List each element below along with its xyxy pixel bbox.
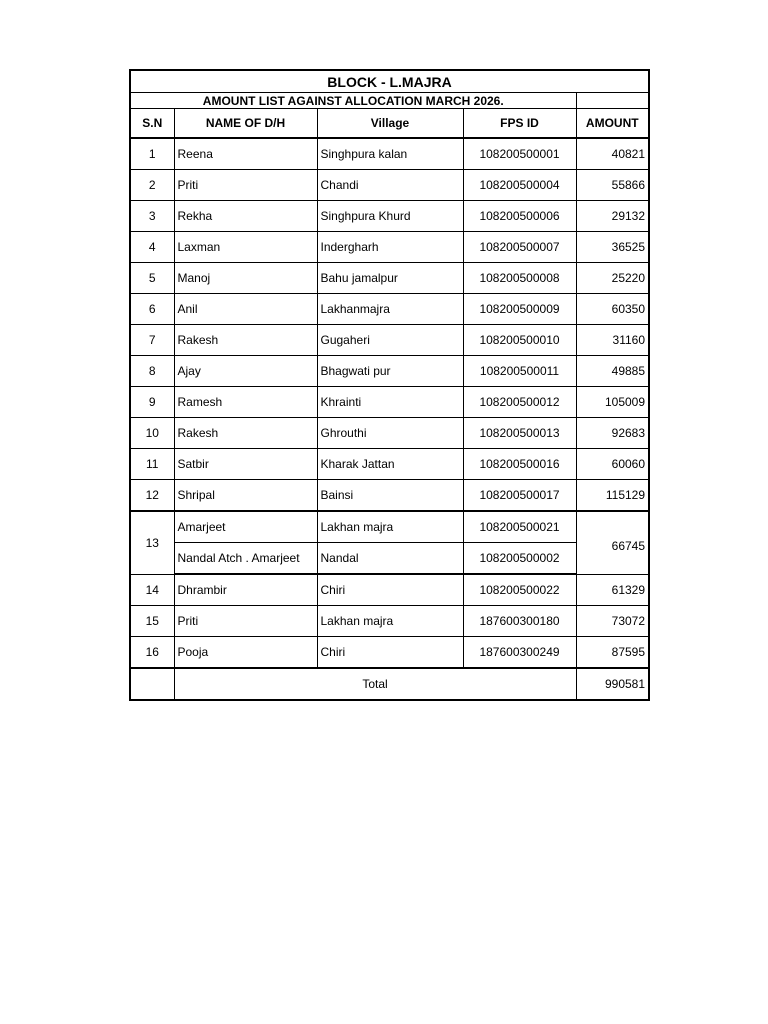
name-cell: Reena	[174, 138, 317, 170]
table-row	[130, 263, 649, 294]
fps-id-cell: 108200500011	[463, 356, 576, 387]
name-cell: Ramesh	[174, 387, 317, 418]
amount-cell: 92683	[576, 418, 649, 449]
name-cell: Rakesh	[174, 325, 317, 356]
total-row	[130, 668, 649, 700]
fps-id-cell: 108200500021	[463, 511, 576, 543]
subtitle-blank-cell	[576, 93, 649, 109]
fps-id-cell: 108200500010	[463, 325, 576, 356]
table-row	[130, 574, 649, 606]
village-cell: Lakhan majra	[317, 511, 463, 543]
table-row	[130, 201, 649, 232]
total-label: Total	[174, 668, 576, 700]
table-row	[130, 232, 649, 263]
sn-cell: 1	[130, 138, 174, 170]
amount-cell: 60350	[576, 294, 649, 325]
amount-cell: 40821	[576, 138, 649, 170]
table-row	[130, 294, 649, 325]
fps-id-cell: 108200500022	[463, 574, 576, 606]
sn-cell: 10	[130, 418, 174, 449]
name-cell: Dhrambir	[174, 574, 317, 606]
name-cell: Pooja	[174, 637, 317, 669]
village-cell: Singhpura Khurd	[317, 201, 463, 232]
name-cell: Rakesh	[174, 418, 317, 449]
sn-cell: 5	[130, 263, 174, 294]
village-cell: Chiri	[317, 574, 463, 606]
sn-cell: 14	[130, 574, 174, 606]
village-cell: Bahu jamalpur	[317, 263, 463, 294]
fps-id-cell: 108200500002	[463, 543, 576, 575]
name-cell: Priti	[174, 170, 317, 201]
sn-cell: 8	[130, 356, 174, 387]
village-cell: Bhagwati pur	[317, 356, 463, 387]
name-cell: Priti	[174, 606, 317, 637]
block-title: BLOCK - L.MAJRA	[130, 70, 649, 93]
title-row	[130, 70, 649, 93]
amount-cell: 36525	[576, 232, 649, 263]
sn-cell: 9	[130, 387, 174, 418]
table-row	[130, 480, 649, 512]
fps-id-cell: 108200500017	[463, 480, 576, 512]
allocation-sheet	[129, 69, 648, 701]
fps-id-cell: 108200500001	[463, 138, 576, 170]
sn-cell: 2	[130, 170, 174, 201]
amount-cell: 55866	[576, 170, 649, 201]
name-cell: Rekha	[174, 201, 317, 232]
village-cell: Khrainti	[317, 387, 463, 418]
sn-cell: 3	[130, 201, 174, 232]
allocation-table	[129, 69, 650, 701]
fps-id-cell: 108200500012	[463, 387, 576, 418]
fps-id-cell: 108200500007	[463, 232, 576, 263]
fps-id-cell: 187600300249	[463, 637, 576, 669]
header-row	[130, 109, 649, 139]
header-fps-id: FPS ID	[463, 109, 576, 139]
header-sn: S.N	[130, 109, 174, 139]
village-cell: Lakhanmajra	[317, 294, 463, 325]
name-cell: Shripal	[174, 480, 317, 512]
name-cell: Satbir	[174, 449, 317, 480]
village-cell: Nandal	[317, 543, 463, 575]
name-cell: Anil	[174, 294, 317, 325]
table-row-grouped	[130, 543, 649, 575]
fps-id-cell: 187600300180	[463, 606, 576, 637]
sn-cell: 12	[130, 480, 174, 512]
amount-cell: 29132	[576, 201, 649, 232]
fps-id-cell: 108200500008	[463, 263, 576, 294]
table-row	[130, 170, 649, 201]
table-row	[130, 138, 649, 170]
table-row	[130, 418, 649, 449]
village-cell: Lakhan majra	[317, 606, 463, 637]
amount-cell: 105009	[576, 387, 649, 418]
amount-cell: 49885	[576, 356, 649, 387]
table-row	[130, 449, 649, 480]
village-cell: Gugaheri	[317, 325, 463, 356]
amount-cell: 31160	[576, 325, 649, 356]
header-amount: AMOUNT	[576, 109, 649, 139]
table-row	[130, 387, 649, 418]
table-row-grouped	[130, 511, 649, 543]
sn-cell: 13	[130, 511, 174, 574]
table-row	[130, 325, 649, 356]
header-village: Village	[317, 109, 463, 139]
total-amount: 990581	[576, 668, 649, 700]
name-cell: Manoj	[174, 263, 317, 294]
table-row	[130, 606, 649, 637]
village-cell: Kharak Jattan	[317, 449, 463, 480]
amount-cell: 115129	[576, 480, 649, 512]
amount-cell: 87595	[576, 637, 649, 669]
village-cell: Ghrouthi	[317, 418, 463, 449]
fps-id-cell: 108200500013	[463, 418, 576, 449]
fps-id-cell: 108200500016	[463, 449, 576, 480]
sn-cell: 11	[130, 449, 174, 480]
amount-cell: 25220	[576, 263, 649, 294]
village-cell: Indergharh	[317, 232, 463, 263]
name-cell: Amarjeet	[174, 511, 317, 543]
sn-cell: 16	[130, 637, 174, 669]
amount-cell: 66745	[576, 511, 649, 574]
amount-cell: 73072	[576, 606, 649, 637]
amount-cell: 60060	[576, 449, 649, 480]
amount-cell: 61329	[576, 574, 649, 606]
village-cell: Chiri	[317, 637, 463, 669]
subtitle-row	[130, 93, 649, 109]
list-subtitle: AMOUNT LIST AGAINST ALLOCATION MARCH 2026.	[130, 93, 576, 109]
header-name: NAME OF D/H	[174, 109, 317, 139]
name-cell: Nandal Atch . Amarjeet	[174, 543, 317, 575]
total-blank-cell	[130, 668, 174, 700]
fps-id-cell: 108200500004	[463, 170, 576, 201]
fps-id-cell: 108200500009	[463, 294, 576, 325]
name-cell: Ajay	[174, 356, 317, 387]
name-cell: Laxman	[174, 232, 317, 263]
table-row	[130, 356, 649, 387]
sn-cell: 15	[130, 606, 174, 637]
village-cell: Chandi	[317, 170, 463, 201]
sn-cell: 7	[130, 325, 174, 356]
village-cell: Bainsi	[317, 480, 463, 512]
sn-cell: 6	[130, 294, 174, 325]
table-row	[130, 637, 649, 669]
sn-cell: 4	[130, 232, 174, 263]
fps-id-cell: 108200500006	[463, 201, 576, 232]
village-cell: Singhpura kalan	[317, 138, 463, 170]
